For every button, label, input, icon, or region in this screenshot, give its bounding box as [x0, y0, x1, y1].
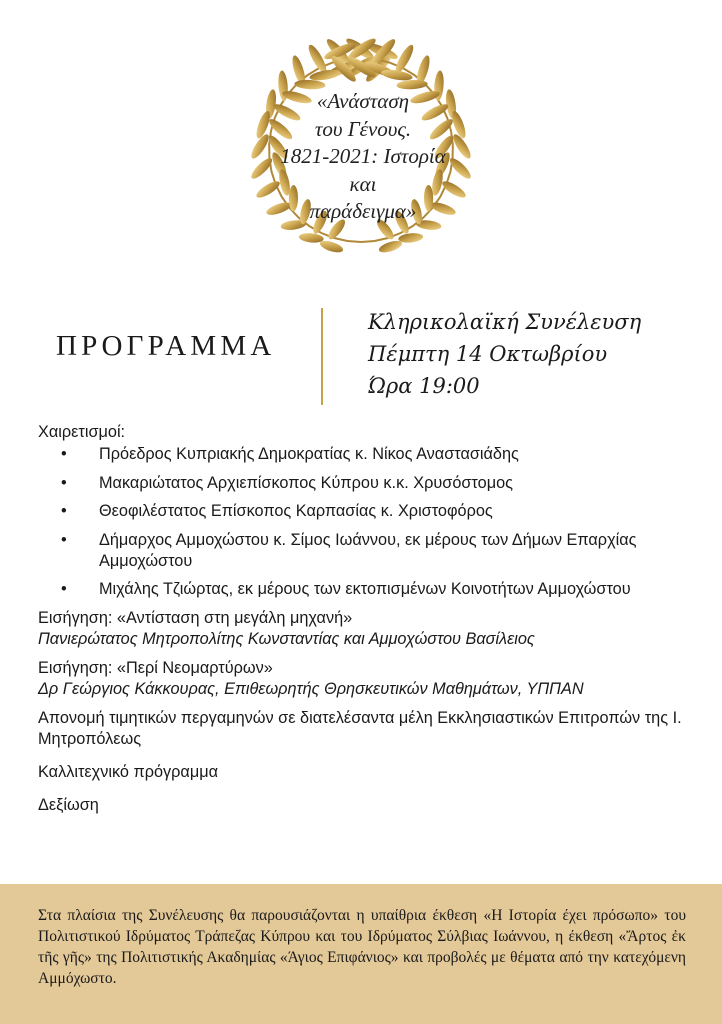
laurel-leaf	[319, 238, 345, 254]
greetings-list	[38, 444, 688, 600]
list-item	[38, 444, 688, 465]
theme-line: του Γένους.	[314, 116, 412, 141]
bullet-icon: •	[61, 580, 67, 598]
event-date: Πέμπτη 14 Οκτωβρίου	[368, 342, 608, 366]
talk-speaker: Δρ Γεώργιος Κάκκουρας, Επιθεωρητής Θρησκευτικών Μαθημάτων, ΥΠΠΑΝ	[38, 679, 584, 698]
greeting-text: Πρόεδρος Κυπριακής Δημοκρατίας κ. Νίκος Αναστασιάδης	[99, 445, 519, 463]
programme-body	[38, 422, 688, 828]
footer-note: Στα πλαίσια της Συνέλευσης θα παρουσιάζονται η υπαίθρια έκθεση «Η Ιστορία έχει πρόσωπο» του Πολιτιστικού Ιδρύματος Τράπεζας Κύπρου και του Ιδρύματος Σύλβιας Ιωάννου, η έκθεση «Ἄρτος ἐκ τῆς γῆς» της Πολιτιστικής Ακαδημίας «Άγιος Επιφάνιος» και προβολές με θέματα από την κατεχόμενη Αμμόχωστο.	[38, 907, 686, 987]
greeting-text: Μιχάλης Τζιώρτας, εκ μέρους των εκτοπισμένων Κοινοτήτων Αμμοχώστου	[99, 580, 631, 598]
laurel-leaf	[378, 238, 404, 254]
reception-item: Δεξίωση	[38, 795, 99, 814]
list-item	[38, 579, 688, 600]
programme-heading: ΠΡΟΓΡΑΜΜΑ	[56, 330, 276, 362]
greetings-heading: Χαιρετισμοί:	[38, 423, 126, 441]
arts-item: Καλλιτεχνικό πρόγραμμα	[38, 762, 219, 781]
talk-1	[38, 608, 688, 650]
theme-line: παράδειγμα»	[309, 199, 417, 223]
greeting-text: Δήμαρχος Αμμοχώστου κ. Σίμος Ιωάννου, εκ μέρους των Δήμων Επαρχίας Αμμοχώστου	[99, 530, 637, 570]
header-divider	[321, 308, 323, 405]
list-item	[38, 530, 688, 572]
list-item	[38, 501, 688, 522]
event-theme-title	[278, 88, 448, 226]
laurel-leaf	[398, 232, 424, 244]
theme-line: «Ανάσταση	[316, 89, 410, 113]
theme-line: 1821-2021: Ιστορία	[280, 144, 446, 168]
bullet-icon: •	[61, 502, 67, 520]
event-name: Κληρικολαϊκή Συνέλευση	[368, 310, 642, 334]
talk-2	[38, 658, 688, 700]
talk-title: Εισήγηση: «Αντίσταση στη μεγάλη μηχανή»	[38, 608, 353, 627]
theme-line: και	[349, 171, 377, 196]
greeting-text: Μακαριώτατος Αρχιεπίσκοπος Κύπρου κ.κ. Χρυσόστομος	[99, 473, 513, 492]
list-item	[38, 473, 688, 494]
event-time: Ώρα 19:00	[368, 374, 480, 398]
bullet-icon: •	[61, 445, 67, 463]
bullet-icon: •	[61, 530, 67, 549]
talk-speaker: Πανιερώτατος Μητροπολίτης Κωνσταντίας και Αμμοχώστου Βασίλειος	[38, 629, 535, 648]
laurel-leaf	[298, 232, 324, 244]
talk-title: Εισήγηση: «Περί Νεομαρτύρων»	[38, 658, 273, 677]
bullet-icon: •	[61, 473, 67, 492]
awards-item: Απονομή τιμητικών περγαμηνών σε διατελέσαντα μέλη Εκκλησιαστικών Επιτροπών της Ι. Μητροπόλεως	[38, 708, 682, 748]
event-info	[368, 306, 641, 402]
greeting-text: Θεοφιλέστατος Επίσκοπος Καρπασίας κ. Χριστοφόρος	[99, 502, 493, 520]
